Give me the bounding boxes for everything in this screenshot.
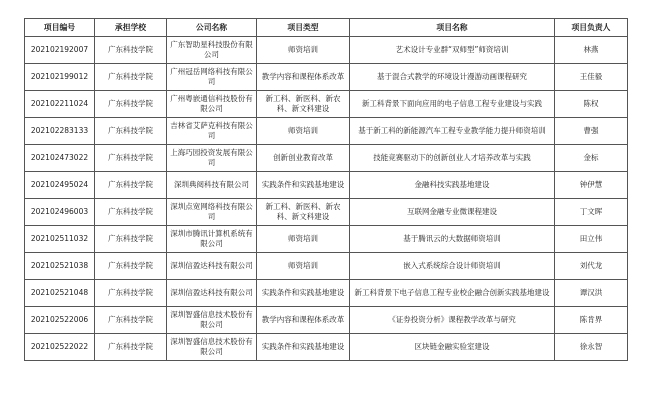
- cell-project-name: 新工科背景下电子信息工程专业校企融合创新实践基地建设: [350, 280, 555, 307]
- cell-project-name: 基于新工科的新能源汽车工程专业教学能力提升师资培训: [350, 118, 555, 145]
- cell-project-name: 艺术设计专业群“双师型”师资培训: [350, 37, 555, 64]
- table-row: [25, 334, 628, 361]
- cell-school: 广东科技学院: [95, 91, 167, 118]
- table-row: [25, 253, 628, 280]
- cell-company: 深圳信盈达科技有限公司: [167, 280, 257, 307]
- cell-school: 广东科技学院: [95, 64, 167, 91]
- cell-project-number: 202102211024: [25, 91, 95, 118]
- cell-school: 广东科技学院: [95, 172, 167, 199]
- cell-project-name: 金融科技实践基地建设: [350, 172, 555, 199]
- cell-project-number: 202102496003: [25, 199, 95, 226]
- cell-company: 上海巧园投资发展有限公司: [167, 145, 257, 172]
- cell-company: 深圳智盛信息技术股份有限公司: [167, 307, 257, 334]
- cell-project-leader: 田立伟: [555, 226, 628, 253]
- cell-company: 深圳典阅科技有限公司: [167, 172, 257, 199]
- cell-school: 广东科技学院: [95, 280, 167, 307]
- cell-project-type: 教学内容和课程体系改革: [257, 64, 350, 91]
- header-company: 公司名称: [167, 19, 257, 37]
- cell-company: 吉林省艾萨克科技有限公司: [167, 118, 257, 145]
- cell-project-leader: 丁文晖: [555, 199, 628, 226]
- cell-project-type: 教学内容和课程体系改革: [257, 307, 350, 334]
- cell-project-leader: 钟伊慧: [555, 172, 628, 199]
- cell-school: 广东科技学院: [95, 37, 167, 64]
- cell-project-type: 新工科、新医科、新农科、新文科建设: [257, 91, 350, 118]
- cell-project-type: 创新创业教育改革: [257, 145, 350, 172]
- table-header-row: [25, 19, 628, 37]
- cell-project-leader: 陈权: [555, 91, 628, 118]
- header-school: 承担学校: [95, 19, 167, 37]
- table-row: [25, 172, 628, 199]
- cell-project-name: 嵌入式系统综合设计师资培训: [350, 253, 555, 280]
- cell-school: 广东科技学院: [95, 307, 167, 334]
- cell-project-number: 202102473022: [25, 145, 95, 172]
- cell-project-name: 互联网金融专业微课程建设: [350, 199, 555, 226]
- cell-school: 广东科技学院: [95, 145, 167, 172]
- cell-project-type: 师资培训: [257, 226, 350, 253]
- cell-school: 广东科技学院: [95, 334, 167, 361]
- cell-project-number: 202102192007: [25, 37, 95, 64]
- table-row: [25, 64, 628, 91]
- cell-project-type: 实践条件和实践基地建设: [257, 334, 350, 361]
- table-row: [25, 307, 628, 334]
- cell-project-name: 区块链金融实验室建设: [350, 334, 555, 361]
- cell-project-number: 202102522006: [25, 307, 95, 334]
- table-row: [25, 226, 628, 253]
- table-row: [25, 145, 628, 172]
- table-row: [25, 91, 628, 118]
- cell-project-name: 基于腾讯云的大数据师资培训: [350, 226, 555, 253]
- cell-project-leader: 陈肯界: [555, 307, 628, 334]
- header-project-type: 项目类型: [257, 19, 350, 37]
- cell-project-type: 实践条件和实践基地建设: [257, 280, 350, 307]
- cell-project-number: 202102495024: [25, 172, 95, 199]
- cell-project-number: 202102521048: [25, 280, 95, 307]
- cell-project-type: 师资培训: [257, 253, 350, 280]
- cell-project-type: 新工科、新医科、新农科、新文科建设: [257, 199, 350, 226]
- cell-company: 深圳点宽网络科技有限公司: [167, 199, 257, 226]
- table-row: [25, 118, 628, 145]
- cell-school: 广东科技学院: [95, 226, 167, 253]
- cell-project-leader: 林燕: [555, 37, 628, 64]
- table-row: [25, 280, 628, 307]
- project-document: [24, 18, 627, 361]
- header-project-leader: 项目负责人: [555, 19, 628, 37]
- cell-project-leader: 金标: [555, 145, 628, 172]
- table-row: [25, 199, 628, 226]
- project-table: [24, 18, 628, 361]
- cell-project-leader: 刘代龙: [555, 253, 628, 280]
- cell-project-name: 《证券投资分析》课程教学改革与研究: [350, 307, 555, 334]
- cell-school: 广东科技学院: [95, 253, 167, 280]
- cell-company: 深圳市腾讯计算机系统有限公司: [167, 226, 257, 253]
- cell-project-number: 202102522022: [25, 334, 95, 361]
- cell-project-name: 基于混合式教学的环境设计漫游动画课程研究: [350, 64, 555, 91]
- cell-project-leader: 曹强: [555, 118, 628, 145]
- cell-company: 广州粤嵌通信科技股份有限公司: [167, 91, 257, 118]
- cell-company: 深圳信盈达科技有限公司: [167, 253, 257, 280]
- cell-project-leader: 徐永智: [555, 334, 628, 361]
- cell-project-type: 师资培训: [257, 37, 350, 64]
- cell-company: 深圳智盛信息技术股份有限公司: [167, 334, 257, 361]
- cell-project-leader: 王佳毅: [555, 64, 628, 91]
- table-row: [25, 37, 628, 64]
- cell-project-leader: 谭汉洪: [555, 280, 628, 307]
- cell-project-name: 技能竞赛驱动下的创新创业人才培养改革与实践: [350, 145, 555, 172]
- cell-project-name: 新工科背景下面向应用的电子信息工程专业建设与实践: [350, 91, 555, 118]
- cell-project-number: 202102521038: [25, 253, 95, 280]
- cell-project-number: 202102199012: [25, 64, 95, 91]
- cell-project-number: 202102283133: [25, 118, 95, 145]
- cell-project-number: 202102511032: [25, 226, 95, 253]
- table-body: [25, 37, 628, 361]
- cell-school: 广东科技学院: [95, 118, 167, 145]
- cell-company: 广州冠岳网络科技有限公司: [167, 64, 257, 91]
- cell-project-type: 实践条件和实践基地建设: [257, 172, 350, 199]
- cell-school: 广东科技学院: [95, 199, 167, 226]
- cell-company: 广东智助星科技股份有限公司: [167, 37, 257, 64]
- cell-project-type: 师资培训: [257, 118, 350, 145]
- header-project-number: 项目编号: [25, 19, 95, 37]
- header-project-name: 项目名称: [350, 19, 555, 37]
